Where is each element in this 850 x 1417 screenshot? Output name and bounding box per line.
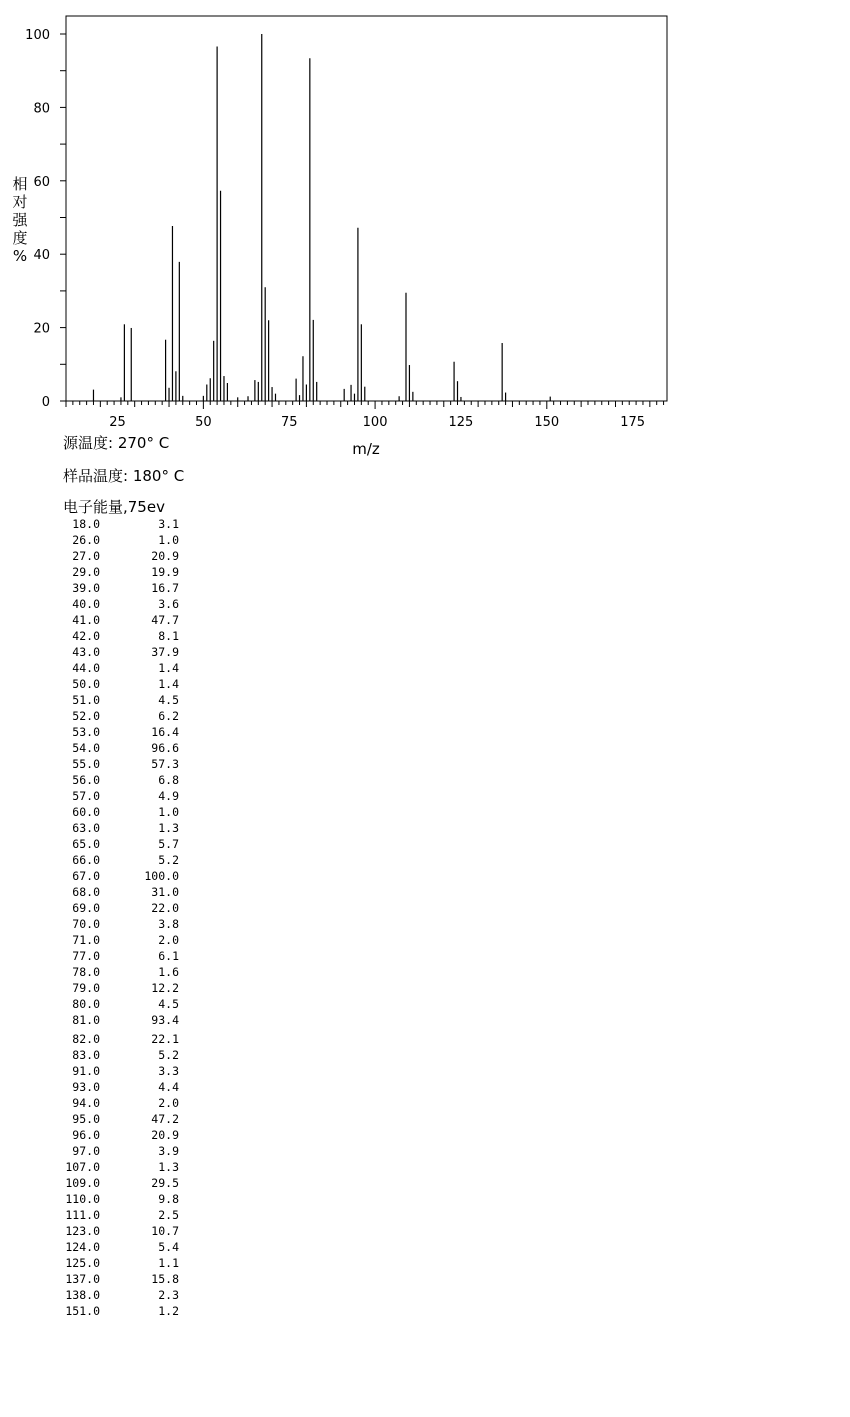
table-row xyxy=(58,1012,188,1028)
table-row xyxy=(58,996,188,1012)
abundance-value: 2.5 xyxy=(158,1208,179,1222)
mz-value: 94.0 xyxy=(72,1096,100,1110)
mz-value: 96.0 xyxy=(72,1128,100,1142)
table-row xyxy=(58,884,188,900)
y-axis-label-char: 度 xyxy=(12,229,28,247)
table-row xyxy=(58,804,188,820)
mz-value: 107.0 xyxy=(65,1160,100,1174)
y-axis-label-char: 强 xyxy=(12,211,28,229)
source-temperature: 源温度: 270° C xyxy=(63,434,170,452)
table-row xyxy=(58,772,188,788)
mz-value: 151.0 xyxy=(65,1304,100,1318)
mz-value: 69.0 xyxy=(72,901,100,915)
abundance-value: 37.9 xyxy=(151,645,179,659)
abundance-value: 1.0 xyxy=(158,805,179,819)
abundance-value: 93.4 xyxy=(151,1013,179,1027)
mz-value: 79.0 xyxy=(72,981,100,995)
mz-value: 71.0 xyxy=(72,933,100,947)
abundance-value: 1.3 xyxy=(158,821,179,835)
abundance-value: 31.0 xyxy=(151,885,179,899)
abundance-value: 2.0 xyxy=(158,933,179,947)
abundance-value: 1.2 xyxy=(158,1304,179,1318)
table-row xyxy=(58,788,188,804)
mz-value: 77.0 xyxy=(72,949,100,963)
abundance-value: 3.1 xyxy=(158,517,179,531)
abundance-value: 5.2 xyxy=(158,853,179,867)
table-row xyxy=(58,676,188,692)
mz-value: 80.0 xyxy=(72,997,100,1011)
abundance-value: 19.9 xyxy=(151,565,179,579)
abundance-value: 6.8 xyxy=(158,773,179,787)
table-row xyxy=(58,708,188,724)
table-row xyxy=(58,820,188,836)
mz-value: 125.0 xyxy=(65,1256,100,1270)
table-row xyxy=(58,564,188,580)
abundance-value: 1.4 xyxy=(158,677,179,691)
mz-value: 124.0 xyxy=(65,1240,100,1254)
y-tick-label: 80 xyxy=(33,101,50,117)
table-row xyxy=(58,1111,188,1127)
mz-value: 40.0 xyxy=(72,597,100,611)
abundance-value: 4.4 xyxy=(158,1080,179,1094)
mz-value: 138.0 xyxy=(65,1288,100,1302)
x-tick-label: 25 xyxy=(109,415,126,430)
mz-value: 39.0 xyxy=(72,581,100,595)
mz-value: 42.0 xyxy=(72,629,100,643)
table-row xyxy=(58,1239,188,1255)
mz-value: 41.0 xyxy=(72,613,100,627)
mz-value: 53.0 xyxy=(72,725,100,739)
table-row xyxy=(58,756,188,772)
abundance-value: 16.7 xyxy=(151,581,179,595)
table-row xyxy=(58,532,188,548)
y-axis-label xyxy=(12,175,28,265)
table-row xyxy=(58,948,188,964)
abundance-value: 22.1 xyxy=(151,1032,179,1046)
mz-value: 111.0 xyxy=(65,1208,100,1222)
mz-value: 137.0 xyxy=(65,1272,100,1286)
table-row xyxy=(58,580,188,596)
y-axis-label-char: % xyxy=(12,247,28,265)
table-row xyxy=(58,1287,188,1303)
abundance-value: 47.2 xyxy=(151,1112,179,1126)
mz-value: 91.0 xyxy=(72,1064,100,1078)
table-row xyxy=(58,1127,188,1143)
mz-value: 95.0 xyxy=(72,1112,100,1126)
mz-value: 83.0 xyxy=(72,1048,100,1062)
table-row xyxy=(58,1031,188,1047)
y-axis-label-char: 对 xyxy=(12,193,28,211)
mz-value: 81.0 xyxy=(72,1013,100,1027)
y-tick-label: 40 xyxy=(33,248,50,264)
table-row xyxy=(58,628,188,644)
sample-temperature: 样品温度: 180° C xyxy=(63,467,185,485)
x-tick-label: 75 xyxy=(280,415,298,430)
x-axis-label: m/z xyxy=(352,440,380,458)
abundance-value: 1.6 xyxy=(158,965,179,979)
spectrum-bars xyxy=(93,34,550,401)
table-row xyxy=(58,1207,188,1223)
mz-value: 27.0 xyxy=(72,549,100,563)
table-row xyxy=(58,868,188,884)
y-tick-label: 60 xyxy=(33,174,50,190)
abundance-value: 9.8 xyxy=(158,1192,179,1206)
mz-value: 52.0 xyxy=(72,709,100,723)
y-tick-label: 20 xyxy=(33,321,50,337)
abundance-value: 6.2 xyxy=(158,709,179,723)
mz-value: 65.0 xyxy=(72,837,100,851)
peak-table xyxy=(58,516,188,1319)
abundance-value: 5.2 xyxy=(158,1048,179,1062)
mass-spectrum-chart xyxy=(0,0,850,470)
table-row xyxy=(58,516,188,532)
abundance-value: 4.9 xyxy=(158,789,179,803)
mz-value: 43.0 xyxy=(72,645,100,659)
abundance-value: 3.3 xyxy=(158,1064,179,1078)
table-row xyxy=(58,836,188,852)
table-row xyxy=(58,964,188,980)
abundance-value: 15.8 xyxy=(151,1272,179,1286)
abundance-value: 10.7 xyxy=(151,1224,179,1238)
table-row xyxy=(58,1047,188,1063)
mz-value: 123.0 xyxy=(65,1224,100,1238)
mz-value: 56.0 xyxy=(72,773,100,787)
table-row xyxy=(58,1063,188,1079)
mz-value: 29.0 xyxy=(72,565,100,579)
x-tick-label: 150 xyxy=(534,415,560,430)
table-row xyxy=(58,980,188,996)
x-axis xyxy=(66,401,664,430)
mz-value: 18.0 xyxy=(72,517,100,531)
abundance-value: 3.9 xyxy=(158,1144,179,1158)
abundance-value: 1.4 xyxy=(158,661,179,675)
abundance-value: 12.2 xyxy=(151,981,179,995)
abundance-value: 2.3 xyxy=(158,1288,179,1302)
table-row xyxy=(58,1143,188,1159)
electron-energy: 电子能量,75ev xyxy=(63,498,165,516)
abundance-value: 16.4 xyxy=(151,725,179,739)
mz-value: 66.0 xyxy=(72,853,100,867)
mz-value: 93.0 xyxy=(72,1080,100,1094)
table-row xyxy=(58,596,188,612)
abundance-value: 6.1 xyxy=(158,949,179,963)
table-row xyxy=(58,692,188,708)
abundance-value: 3.6 xyxy=(158,597,179,611)
table-row xyxy=(58,852,188,868)
table-row xyxy=(58,740,188,756)
y-axis xyxy=(25,28,66,410)
abundance-value: 8.1 xyxy=(158,629,179,643)
y-tick-label: 100 xyxy=(25,28,50,43)
table-row xyxy=(58,1159,188,1175)
mz-value: 26.0 xyxy=(72,533,100,547)
plot-frame xyxy=(66,16,667,401)
x-tick-label: 100 xyxy=(362,415,388,430)
abundance-value: 1.1 xyxy=(158,1256,179,1270)
mz-value: 63.0 xyxy=(72,821,100,835)
table-row xyxy=(58,932,188,948)
mz-value: 109.0 xyxy=(65,1176,100,1190)
y-axis-label-char: 相 xyxy=(12,175,28,193)
x-tick-label: 125 xyxy=(448,415,474,430)
table-row xyxy=(58,1223,188,1239)
abundance-value: 20.9 xyxy=(151,549,179,563)
table-row xyxy=(58,916,188,932)
abundance-value: 22.0 xyxy=(151,901,179,915)
x-tick-label: 50 xyxy=(195,415,212,430)
mz-value: 57.0 xyxy=(72,789,100,803)
mz-value: 50.0 xyxy=(72,677,100,691)
x-tick-label: 175 xyxy=(620,415,646,430)
mz-value: 82.0 xyxy=(72,1032,100,1046)
table-row xyxy=(58,1271,188,1287)
abundance-value: 1.3 xyxy=(158,1160,179,1174)
abundance-value: 1.0 xyxy=(158,533,179,547)
table-row xyxy=(58,900,188,916)
abundance-value: 5.4 xyxy=(158,1240,179,1254)
table-row xyxy=(58,660,188,676)
abundance-value: 4.5 xyxy=(158,997,179,1011)
table-row xyxy=(58,548,188,564)
mz-value: 70.0 xyxy=(72,917,100,931)
table-row xyxy=(58,1303,188,1319)
mz-value: 97.0 xyxy=(72,1144,100,1158)
mz-value: 110.0 xyxy=(65,1192,100,1206)
mz-value: 78.0 xyxy=(72,965,100,979)
table-row xyxy=(58,1079,188,1095)
abundance-value: 47.7 xyxy=(151,613,179,627)
abundance-value: 20.9 xyxy=(151,1128,179,1142)
table-row xyxy=(58,1255,188,1271)
table-row xyxy=(58,724,188,740)
y-tick-label: 0 xyxy=(41,395,50,410)
mz-value: 68.0 xyxy=(72,885,100,899)
table-row xyxy=(58,1175,188,1191)
mz-value: 67.0 xyxy=(72,869,100,883)
mz-value: 60.0 xyxy=(72,805,100,819)
abundance-value: 2.0 xyxy=(158,1096,179,1110)
abundance-value: 29.5 xyxy=(151,1176,179,1190)
abundance-value: 100.0 xyxy=(144,869,179,883)
table-row xyxy=(58,1191,188,1207)
abundance-value: 5.7 xyxy=(158,837,179,851)
mz-value: 54.0 xyxy=(72,741,100,755)
abundance-value: 3.8 xyxy=(158,917,179,931)
mz-value: 44.0 xyxy=(72,661,100,675)
mz-value: 51.0 xyxy=(72,693,100,707)
table-row xyxy=(58,612,188,628)
abundance-value: 4.5 xyxy=(158,693,179,707)
abundance-value: 57.3 xyxy=(151,757,179,771)
abundance-value: 96.6 xyxy=(151,741,179,755)
mz-value: 55.0 xyxy=(72,757,100,771)
table-row xyxy=(58,1095,188,1111)
table-row xyxy=(58,644,188,660)
